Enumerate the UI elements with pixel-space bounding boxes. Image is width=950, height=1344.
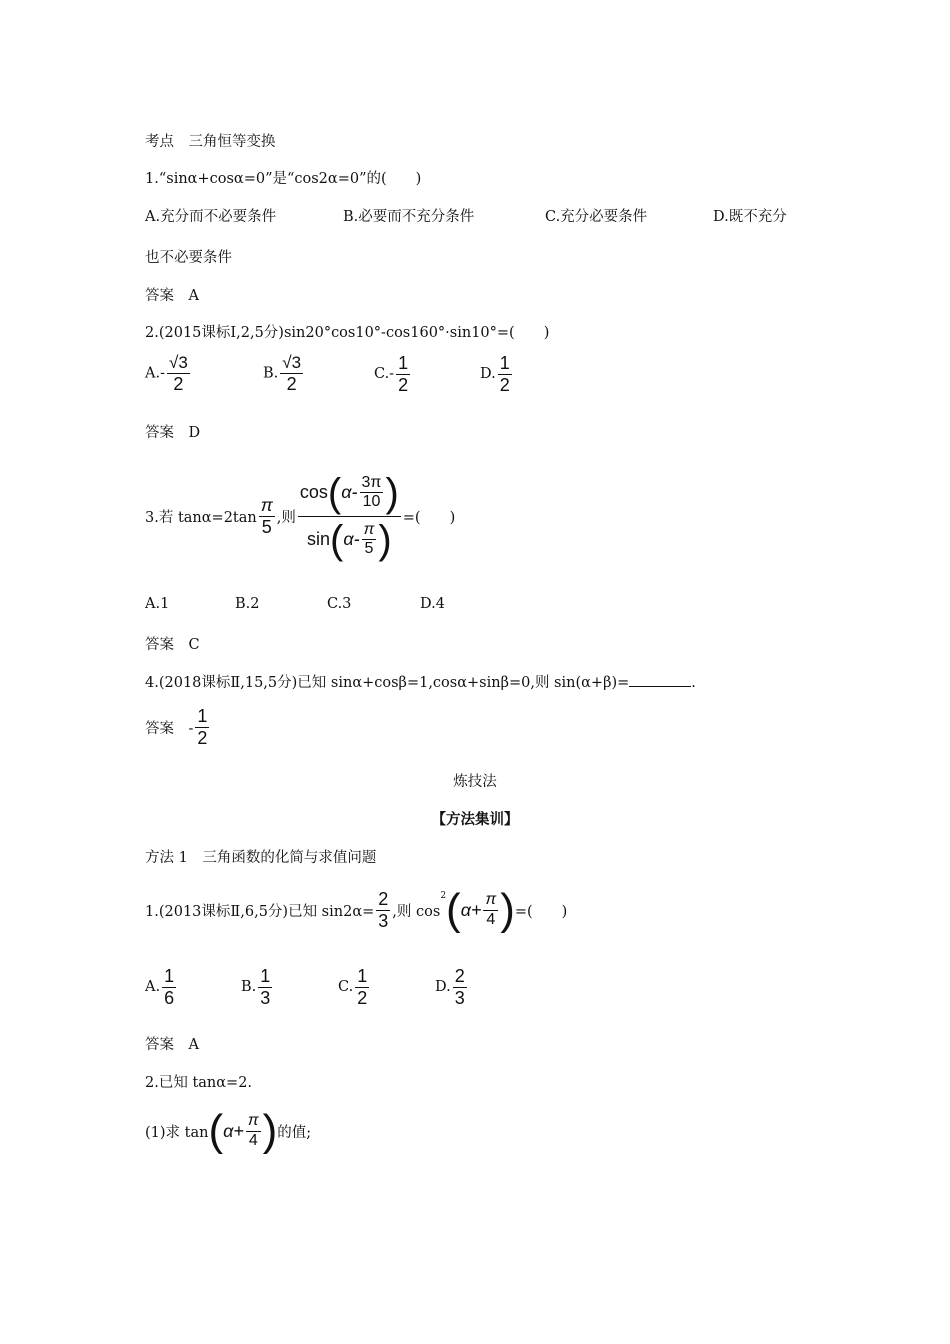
- left-paren: (: [330, 517, 344, 562]
- denominator: 5: [364, 540, 374, 557]
- numerator: 2: [378, 888, 389, 909]
- option-b-label: B.: [241, 979, 257, 996]
- option-c-label: C.-: [374, 366, 395, 383]
- question-3-suffix: =( ): [402, 509, 456, 526]
- left-paren: (: [208, 1106, 224, 1155]
- argument: α-: [341, 482, 358, 503]
- denominator: 2: [286, 373, 297, 394]
- right-paren: ): [500, 885, 515, 934]
- method-1-question-1-answer: 答案 A: [145, 1037, 199, 1053]
- numerator: π: [483, 891, 498, 910]
- option-d: [435, 966, 469, 1008]
- fraction: [453, 966, 467, 1008]
- numerator: π: [246, 1112, 261, 1131]
- option-c: C.充分必要条件: [545, 209, 648, 225]
- question-mid: ,则 cos: [392, 903, 441, 920]
- main-denominator: [305, 517, 394, 563]
- option-a: [145, 966, 178, 1008]
- heading-skill: 炼技法: [453, 774, 497, 790]
- part-suffix: 的值;: [277, 1124, 312, 1141]
- inner-fraction: [483, 891, 498, 929]
- sin-label: sin: [307, 529, 331, 550]
- fraction: [396, 353, 410, 395]
- option-c: [338, 966, 371, 1008]
- period: .: [691, 675, 696, 691]
- denominator: 2: [499, 374, 510, 395]
- part-prefix: (1)求 tan: [145, 1124, 209, 1141]
- option-a: A.1: [145, 596, 170, 612]
- option-b: B.必要而不充分条件: [343, 209, 475, 225]
- denominator: 3: [260, 987, 271, 1008]
- method-1-question-1-options: [145, 966, 545, 1016]
- fraction: [355, 966, 369, 1008]
- fraction: [258, 966, 272, 1008]
- question-3-answer: 答案 C: [145, 637, 200, 653]
- question-prefix: 1.(2013课标Ⅱ,6,5分)已知 sin2α=: [145, 903, 375, 920]
- option-d: D.既不充分: [713, 209, 787, 225]
- numerator: 1: [197, 705, 208, 726]
- answer-fraction: [195, 706, 209, 748]
- question-2-stem: 2.(2015课标Ⅰ,2,5分)sin20°cos10°-cos160°·sin10°=( ): [145, 325, 550, 341]
- denominator: 2: [173, 373, 184, 394]
- section-title: 考点 三角恒等变换: [145, 134, 276, 150]
- left-paren: (: [327, 470, 342, 515]
- denominator: 2: [357, 987, 368, 1008]
- denominator: 2: [197, 727, 208, 748]
- question-4-stem: [145, 671, 696, 692]
- fraction-pi-5: [259, 495, 275, 537]
- argument: α-: [343, 529, 360, 550]
- method-1-question-2-stem: 2.已知 tanα=2.: [145, 1075, 253, 1091]
- question-4-text: 4.(2018课标Ⅱ,15,5分)已知 sinα+cosβ=1,cosα+sinβ=0,则 sin(α+β)=: [145, 675, 630, 691]
- option-a: [145, 353, 192, 394]
- numerator: 1: [398, 353, 409, 373]
- question-3-mid: ,则: [276, 509, 296, 526]
- denominator: 4: [486, 910, 496, 928]
- fraction: [167, 353, 190, 394]
- question-1-stem: 1.“sinα+cosα=0”是“cos2α=0”的( ): [145, 171, 422, 187]
- question-3-prefix: 3.若 tanα=2tan: [145, 509, 257, 526]
- argument: α+: [223, 1120, 244, 1141]
- denominator: 4: [248, 1131, 258, 1149]
- denominator: 2: [398, 374, 409, 395]
- numerator: 2: [454, 966, 465, 986]
- numerator: π: [260, 494, 273, 515]
- option-a-label: A.-: [145, 365, 165, 382]
- superscript: 2: [440, 891, 447, 901]
- inner-fraction: [246, 1112, 261, 1150]
- argument: α+: [460, 899, 482, 920]
- numerator: √3: [282, 353, 302, 372]
- option-c-label: C.: [338, 979, 354, 996]
- fraction: [498, 353, 512, 395]
- numerator: 1: [499, 353, 510, 373]
- right-paren: ): [378, 517, 392, 562]
- left-paren: (: [446, 885, 461, 934]
- option-d: [480, 353, 514, 395]
- numerator: 1: [357, 966, 368, 986]
- fraction: [162, 966, 176, 1008]
- inner-fraction: [362, 521, 377, 559]
- option-d-label: D.: [435, 979, 451, 996]
- right-paren: ): [262, 1106, 278, 1155]
- heading-methods: 【方法集训】: [431, 811, 519, 828]
- option-d-label: D.: [480, 366, 496, 383]
- numerator: 1: [260, 966, 271, 986]
- option-c: [374, 353, 412, 395]
- method-1-question-1: [145, 883, 567, 937]
- denominator: 10: [362, 493, 381, 510]
- numerator: √3: [168, 353, 188, 372]
- question-1-answer: 答案 A: [145, 288, 199, 304]
- answer-blank: [629, 672, 691, 687]
- option-b: [241, 966, 274, 1008]
- option-b: [263, 353, 305, 394]
- option-d-continued: 也不必要条件: [145, 250, 232, 266]
- cos-label: cos: [299, 482, 328, 503]
- denominator: 3: [378, 910, 389, 931]
- method-1-question-2-part-1: [145, 1104, 311, 1158]
- option-b-label: B.: [263, 365, 279, 382]
- denominator: 6: [164, 987, 175, 1008]
- option-a-label: A.: [145, 979, 161, 996]
- question-3-stem: [145, 462, 455, 570]
- fraction: [280, 353, 303, 394]
- denominator: 3: [454, 987, 465, 1008]
- option-b: B.2: [235, 596, 260, 612]
- question-4-answer: [145, 704, 211, 750]
- answer-label: 答案 -: [145, 720, 194, 737]
- main-fraction: [298, 470, 401, 563]
- option-a: A.充分而不必要条件: [145, 209, 277, 225]
- main-numerator: [298, 470, 401, 517]
- question-suffix: =( ): [514, 903, 568, 920]
- right-paren: ): [385, 470, 399, 515]
- option-c: C.3: [327, 596, 352, 612]
- question-2-options: [145, 353, 745, 403]
- numerator: 3π: [360, 474, 384, 493]
- question-2-answer: 答案 D: [145, 425, 201, 441]
- option-d: D.4: [420, 596, 445, 612]
- fraction-2-3: [376, 889, 390, 931]
- numerator: 1: [164, 966, 175, 986]
- numerator: π: [362, 521, 377, 540]
- inner-fraction: [360, 474, 384, 512]
- denominator: 5: [261, 516, 272, 537]
- method-1-title: 方法 1 三角函数的化简与求值问题: [145, 850, 377, 866]
